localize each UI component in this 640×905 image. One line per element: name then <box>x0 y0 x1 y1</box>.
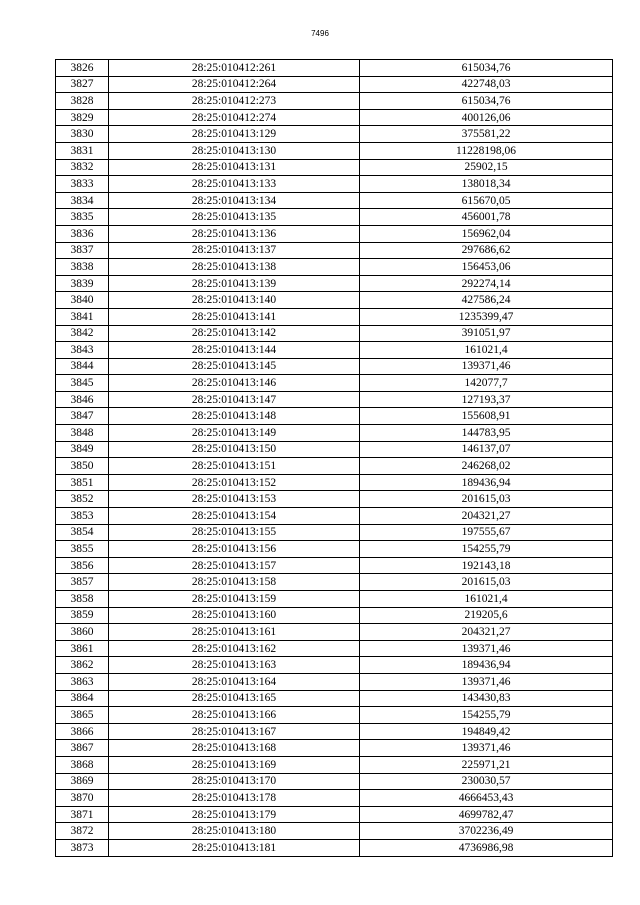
cadastral-value-cell: 615034,76 <box>360 60 613 77</box>
cadastral-number-cell: 28:25:010413:169 <box>109 756 360 773</box>
cadastral-value-cell: 161021,4 <box>360 591 613 608</box>
table-row <box>56 806 613 823</box>
row-number-cell: 3827 <box>56 76 109 93</box>
row-number-cell: 3851 <box>56 474 109 491</box>
table-row <box>56 823 613 840</box>
table-row <box>56 640 613 657</box>
cadastral-number-cell: 28:25:010413:139 <box>109 275 360 292</box>
cadastral-number-cell: 28:25:010413:135 <box>109 209 360 226</box>
table-row <box>56 690 613 707</box>
row-number-cell: 3860 <box>56 624 109 641</box>
table-row <box>56 225 613 242</box>
cadastral-number-cell: 28:25:010413:157 <box>109 557 360 574</box>
table-row <box>56 723 613 740</box>
cadastral-number-cell: 28:25:010413:131 <box>109 159 360 176</box>
table-row <box>56 607 613 624</box>
cadastral-value-cell: 225971,21 <box>360 756 613 773</box>
table-row <box>56 176 613 193</box>
row-number-cell: 3832 <box>56 159 109 176</box>
row-number-cell: 3830 <box>56 126 109 143</box>
cadastral-number-cell: 28:25:010413:130 <box>109 142 360 159</box>
cadastral-number-cell: 28:25:010413:170 <box>109 773 360 790</box>
cadastral-number-cell: 28:25:010413:153 <box>109 491 360 508</box>
table-row <box>56 574 613 591</box>
cadastral-value-cell: 375581,22 <box>360 126 613 143</box>
table-row <box>56 60 613 77</box>
row-number-cell: 3870 <box>56 790 109 807</box>
table-row <box>56 358 613 375</box>
cadastral-number-cell: 28:25:010413:145 <box>109 358 360 375</box>
cadastral-value-cell: 4699782,47 <box>360 806 613 823</box>
row-number-cell: 3836 <box>56 225 109 242</box>
table-row <box>56 259 613 276</box>
cadastral-number-cell: 28:25:010413:154 <box>109 508 360 525</box>
cadastral-value-cell: 192143,18 <box>360 557 613 574</box>
row-number-cell: 3867 <box>56 740 109 757</box>
row-number-cell: 3873 <box>56 839 109 856</box>
cadastral-value-cell: 230030,57 <box>360 773 613 790</box>
cadastral-value-cell: 201615,03 <box>360 574 613 591</box>
cadastral-number-cell: 28:25:010413:160 <box>109 607 360 624</box>
table-row <box>56 591 613 608</box>
row-number-cell: 3859 <box>56 607 109 624</box>
cadastral-number-cell: 28:25:010413:140 <box>109 292 360 309</box>
table-row <box>56 391 613 408</box>
row-number-cell: 3848 <box>56 425 109 442</box>
cadastral-number-cell: 28:25:010413:167 <box>109 723 360 740</box>
table-row <box>56 508 613 525</box>
table-row <box>56 275 613 292</box>
cadastral-value-cell: 142077,7 <box>360 375 613 392</box>
cadastral-value-cell: 189436,94 <box>360 657 613 674</box>
cadastral-number-cell: 28:25:010412:261 <box>109 60 360 77</box>
row-number-cell: 3839 <box>56 275 109 292</box>
cadastral-value-cell: 400126,06 <box>360 109 613 126</box>
cadastral-number-cell: 28:25:010413:134 <box>109 192 360 209</box>
table-row <box>56 308 613 325</box>
row-number-cell: 3869 <box>56 773 109 790</box>
row-number-cell: 3845 <box>56 375 109 392</box>
table-row <box>56 342 613 359</box>
cadastral-value-cell: 197555,67 <box>360 524 613 541</box>
cadastral-number-cell: 28:25:010413:136 <box>109 225 360 242</box>
cadastral-number-cell: 28:25:010413:158 <box>109 574 360 591</box>
row-number-cell: 3863 <box>56 673 109 690</box>
row-number-cell: 3864 <box>56 690 109 707</box>
cadastral-number-cell: 28:25:010413:142 <box>109 325 360 342</box>
cadastral-value-cell: 11228198,06 <box>360 142 613 159</box>
row-number-cell: 3871 <box>56 806 109 823</box>
table-row <box>56 707 613 724</box>
cadastral-value-cell: 189436,94 <box>360 474 613 491</box>
table-row <box>56 192 613 209</box>
cadastral-value-cell: 127193,37 <box>360 391 613 408</box>
cadastral-value-cell: 292274,14 <box>360 275 613 292</box>
cadastral-value-cell: 204321,27 <box>360 508 613 525</box>
row-number-cell: 3868 <box>56 756 109 773</box>
table-row <box>56 624 613 641</box>
table-row <box>56 76 613 93</box>
table-row <box>56 159 613 176</box>
table-row <box>56 325 613 342</box>
cadastral-value-cell: 139371,46 <box>360 640 613 657</box>
cadastral-value-cell: 204321,27 <box>360 624 613 641</box>
cadastral-number-cell: 28:25:010413:149 <box>109 425 360 442</box>
cadastral-number-cell: 28:25:010413:150 <box>109 441 360 458</box>
cadastral-number-cell: 28:25:010413:133 <box>109 176 360 193</box>
row-number-cell: 3841 <box>56 308 109 325</box>
cadastral-number-cell: 28:25:010413:148 <box>109 408 360 425</box>
cadastral-value-cell: 246268,02 <box>360 458 613 475</box>
cadastral-value-cell: 4666453,43 <box>360 790 613 807</box>
row-number-cell: 3855 <box>56 541 109 558</box>
cadastral-value-cell: 4736986,98 <box>360 839 613 856</box>
table-row <box>56 839 613 856</box>
cadastral-value-cell: 139371,46 <box>360 673 613 690</box>
table-row <box>56 425 613 442</box>
cadastral-value-cell: 146137,07 <box>360 441 613 458</box>
table-row <box>56 242 613 259</box>
table-row <box>56 790 613 807</box>
row-number-cell: 3842 <box>56 325 109 342</box>
cadastral-value-cell: 456001,78 <box>360 209 613 226</box>
cadastral-number-cell: 28:25:010413:141 <box>109 308 360 325</box>
cadastral-value-cell: 201615,03 <box>360 491 613 508</box>
row-number-cell: 3844 <box>56 358 109 375</box>
cadastral-number-cell: 28:25:010413:147 <box>109 391 360 408</box>
cadastral-number-cell: 28:25:010413:137 <box>109 242 360 259</box>
table-row <box>56 209 613 226</box>
table-row <box>56 541 613 558</box>
cadastral-number-cell: 28:25:010412:274 <box>109 109 360 126</box>
row-number-cell: 3831 <box>56 142 109 159</box>
table-row <box>56 441 613 458</box>
cadastral-value-cell: 422748,03 <box>360 76 613 93</box>
cadastral-value-cell: 156453,06 <box>360 259 613 276</box>
cadastral-number-cell: 28:25:010413:151 <box>109 458 360 475</box>
row-number-cell: 3862 <box>56 657 109 674</box>
cadastral-value-cell: 194849,42 <box>360 723 613 740</box>
cadastral-value-cell: 615670,05 <box>360 192 613 209</box>
cadastral-value-cell: 155608,91 <box>360 408 613 425</box>
cadastral-number-cell: 28:25:010413:138 <box>109 259 360 276</box>
table-row <box>56 491 613 508</box>
row-number-cell: 3853 <box>56 508 109 525</box>
cadastral-number-cell: 28:25:010412:273 <box>109 93 360 110</box>
table-row <box>56 474 613 491</box>
cadastral-number-cell: 28:25:010412:264 <box>109 76 360 93</box>
cadastral-value-cell: 138018,34 <box>360 176 613 193</box>
cadastral-number-cell: 28:25:010413:166 <box>109 707 360 724</box>
cadastral-number-cell: 28:25:010413:178 <box>109 790 360 807</box>
row-number-cell: 3849 <box>56 441 109 458</box>
row-number-cell: 3854 <box>56 524 109 541</box>
row-number-cell: 3866 <box>56 723 109 740</box>
row-number-cell: 3829 <box>56 109 109 126</box>
cadastral-value-cell: 154255,79 <box>360 541 613 558</box>
cadastral-value-cell: 143430,83 <box>360 690 613 707</box>
cadastral-number-cell: 28:25:010413:152 <box>109 474 360 491</box>
cadastral-number-cell: 28:25:010413:155 <box>109 524 360 541</box>
table-row <box>56 756 613 773</box>
table-row <box>56 524 613 541</box>
row-number-cell: 3843 <box>56 342 109 359</box>
cadastral-number-cell: 28:25:010413:180 <box>109 823 360 840</box>
row-number-cell: 3837 <box>56 242 109 259</box>
cadastral-number-cell: 28:25:010413:164 <box>109 673 360 690</box>
page-number: 7496 <box>311 29 329 38</box>
row-number-cell: 3826 <box>56 60 109 77</box>
table-body <box>56 60 613 857</box>
cadastral-value-cell: 1235399,47 <box>360 308 613 325</box>
row-number-cell: 3861 <box>56 640 109 657</box>
cadastral-number-cell: 28:25:010413:144 <box>109 342 360 359</box>
cadastral-value-cell: 297686,62 <box>360 242 613 259</box>
row-number-cell: 3850 <box>56 458 109 475</box>
table-row <box>56 557 613 574</box>
cadastral-value-cell: 154255,79 <box>360 707 613 724</box>
row-number-cell: 3834 <box>56 192 109 209</box>
cadastral-value-cell: 156962,04 <box>360 225 613 242</box>
table-row <box>56 126 613 143</box>
cadastral-value-cell: 3702236,49 <box>360 823 613 840</box>
cadastral-number-cell: 28:25:010413:129 <box>109 126 360 143</box>
row-number-cell: 3833 <box>56 176 109 193</box>
cadastral-number-cell: 28:25:010413:179 <box>109 806 360 823</box>
cadastral-number-cell: 28:25:010413:181 <box>109 839 360 856</box>
row-number-cell: 3838 <box>56 259 109 276</box>
cadastral-number-cell: 28:25:010413:165 <box>109 690 360 707</box>
table-row <box>56 773 613 790</box>
row-number-cell: 3835 <box>56 209 109 226</box>
row-number-cell: 3852 <box>56 491 109 508</box>
table-row <box>56 458 613 475</box>
cadastral-value-cell: 144783,95 <box>360 425 613 442</box>
cadastral-number-cell: 28:25:010413:161 <box>109 624 360 641</box>
row-number-cell: 3872 <box>56 823 109 840</box>
table-row <box>56 657 613 674</box>
cadastral-number-cell: 28:25:010413:159 <box>109 591 360 608</box>
row-number-cell: 3847 <box>56 408 109 425</box>
cadastral-number-cell: 28:25:010413:146 <box>109 375 360 392</box>
cadastral-number-cell: 28:25:010413:163 <box>109 657 360 674</box>
table-row <box>56 142 613 159</box>
cadastral-value-cell: 139371,46 <box>360 740 613 757</box>
row-number-cell: 3858 <box>56 591 109 608</box>
cadastral-value-cell: 615034,76 <box>360 93 613 110</box>
table-row <box>56 292 613 309</box>
cadastral-value-cell: 427586,24 <box>360 292 613 309</box>
cadastral-value-cell: 25902,15 <box>360 159 613 176</box>
cadastral-value-cell: 161021,4 <box>360 342 613 359</box>
row-number-cell: 3846 <box>56 391 109 408</box>
cadastral-number-cell: 28:25:010413:156 <box>109 541 360 558</box>
table-row <box>56 109 613 126</box>
cadastral-value-cell: 391051,97 <box>360 325 613 342</box>
row-number-cell: 3865 <box>56 707 109 724</box>
row-number-cell: 3840 <box>56 292 109 309</box>
table-row <box>56 673 613 690</box>
row-number-cell: 3857 <box>56 574 109 591</box>
table-row <box>56 408 613 425</box>
table-row <box>56 740 613 757</box>
cadastral-value-cell: 139371,46 <box>360 358 613 375</box>
cadastral-number-cell: 28:25:010413:168 <box>109 740 360 757</box>
cadastral-value-table <box>55 59 613 857</box>
row-number-cell: 3828 <box>56 93 109 110</box>
cadastral-number-cell: 28:25:010413:162 <box>109 640 360 657</box>
row-number-cell: 3856 <box>56 557 109 574</box>
cadastral-value-cell: 219205,6 <box>360 607 613 624</box>
table-row <box>56 93 613 110</box>
table-row <box>56 375 613 392</box>
